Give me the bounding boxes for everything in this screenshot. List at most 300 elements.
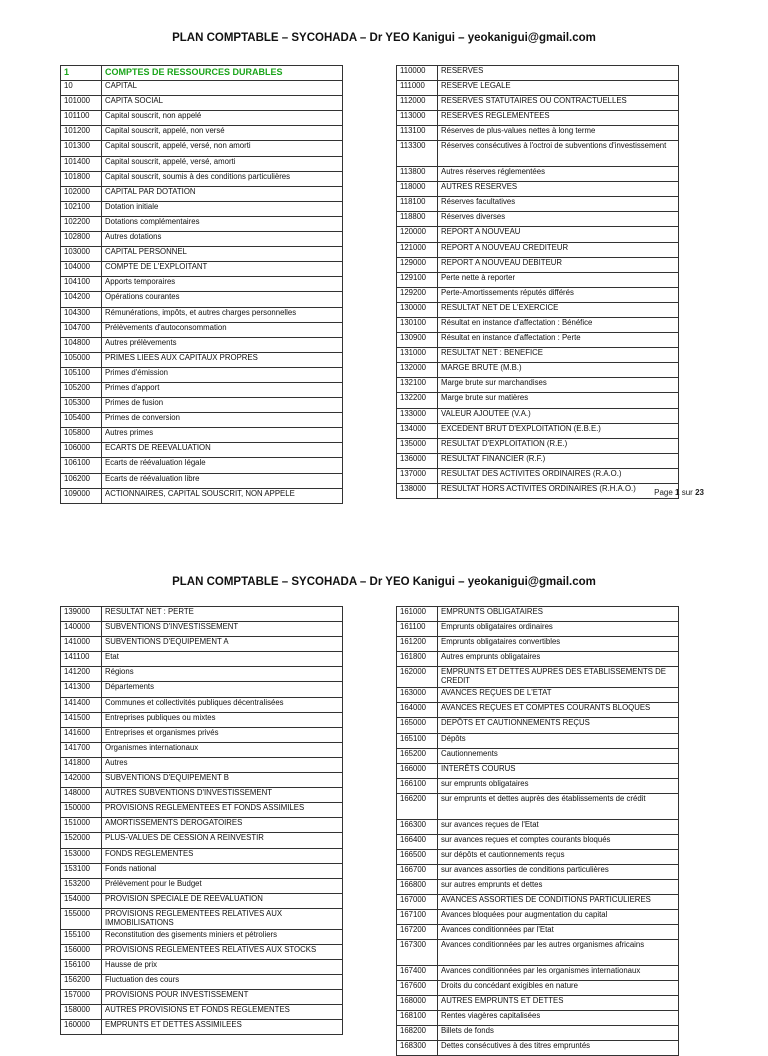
account-code: 154000 xyxy=(61,893,102,908)
account-label: Rentes viagères capitalisées xyxy=(438,1011,679,1026)
account-label: CAPITAL PAR DOTATION xyxy=(102,186,343,201)
account-code: 141200 xyxy=(61,667,102,682)
account-row xyxy=(397,318,679,333)
account-label: VALEUR AJOUTEE (V.A.) xyxy=(438,408,679,423)
account-code: 104300 xyxy=(61,307,102,322)
account-label: EMPRUNTS ET DETTES ASSIMILEES xyxy=(102,1020,343,1035)
account-label: sur avances reçues de l'Etat xyxy=(438,819,679,834)
account-code: 105000 xyxy=(61,352,102,367)
account-code: 168200 xyxy=(397,1026,438,1041)
account-label: Autres xyxy=(102,757,343,772)
account-row xyxy=(397,378,679,393)
account-code: 132000 xyxy=(397,363,438,378)
account-label: SUBVENTIONS D'EQUIPEMENT A xyxy=(102,637,343,652)
account-row xyxy=(397,607,679,622)
account-code: 156100 xyxy=(61,959,102,974)
account-code: 166100 xyxy=(397,778,438,793)
account-row xyxy=(61,352,343,367)
account-label: FONDS REGLEMENTES xyxy=(102,848,343,863)
account-code: 152000 xyxy=(61,833,102,848)
account-row xyxy=(397,66,679,81)
account-label: AVANCES ASSORTIES DE CONDITIONS PARTICULIERES xyxy=(438,895,679,910)
account-row xyxy=(397,468,679,483)
account-code: 166000 xyxy=(397,763,438,778)
account-code: 165000 xyxy=(397,718,438,733)
account-code: 162000 xyxy=(397,667,438,688)
account-code: 105800 xyxy=(61,428,102,443)
account-code: 113800 xyxy=(397,167,438,182)
account-code: 106200 xyxy=(61,473,102,488)
account-label: AUTRES PROVISIONS ET FONDS REGLEMENTES xyxy=(102,1005,343,1020)
account-code: 161800 xyxy=(397,652,438,667)
account-label: EXCEDENT BRUT D'EXPLOITATION (E.B.E.) xyxy=(438,423,679,438)
account-label: SUBVENTIONS D'EQUIPEMENT B xyxy=(102,773,343,788)
account-code: 153200 xyxy=(61,878,102,893)
account-label: RESULTAT DES ACTIVITES ORDINAIRES (R.A.O.) xyxy=(438,468,679,483)
account-row xyxy=(397,453,679,468)
account-row xyxy=(61,697,343,712)
account-label: Avances bloquées pour augmentation du capital xyxy=(438,910,679,925)
account-row xyxy=(397,910,679,925)
account-row xyxy=(61,398,343,413)
account-row xyxy=(61,652,343,667)
account-row xyxy=(397,182,679,197)
account-code: 112000 xyxy=(397,96,438,111)
account-row xyxy=(61,975,343,990)
account-row xyxy=(397,1026,679,1041)
account-label: Ecarts de réévaluation libre xyxy=(102,473,343,488)
account-label: Réserves consécutives à l'octroi de subventions d'investissement xyxy=(438,141,679,167)
account-row xyxy=(397,940,679,966)
account-row xyxy=(61,788,343,803)
account-row xyxy=(397,167,679,182)
account-row xyxy=(397,637,679,652)
account-row xyxy=(397,895,679,910)
account-row xyxy=(61,863,343,878)
account-label: ECARTS DE REEVALUATION xyxy=(102,443,343,458)
account-label: Entreprises et organismes privés xyxy=(102,727,343,742)
account-label: RESERVES xyxy=(438,66,679,81)
account-code: 137000 xyxy=(397,468,438,483)
account-code: 142000 xyxy=(61,773,102,788)
account-code: 161000 xyxy=(397,607,438,622)
account-label: RESULTAT D'EXPLOITATION (R.E.) xyxy=(438,438,679,453)
account-code: 130100 xyxy=(397,318,438,333)
account-row xyxy=(61,201,343,216)
account-label: Avances conditionnées par les organismes internationaux xyxy=(438,965,679,980)
account-label: Avances conditionnées par les autres organismes africains xyxy=(438,940,679,966)
account-code: 113000 xyxy=(397,111,438,126)
account-row xyxy=(397,484,679,499)
account-label: Autres réserves réglementées xyxy=(438,167,679,182)
account-label: Primes d'émission xyxy=(102,367,343,382)
account-row xyxy=(397,111,679,126)
account-row xyxy=(397,819,679,834)
page-2 xyxy=(0,540,768,1052)
account-code: 120000 xyxy=(397,227,438,242)
account-code: 139000 xyxy=(61,607,102,622)
account-row xyxy=(61,216,343,231)
account-code: 167200 xyxy=(397,925,438,940)
account-code: 155000 xyxy=(61,908,102,929)
account-label: Prélèvements d'autoconsommation xyxy=(102,322,343,337)
account-row xyxy=(61,637,343,652)
account-label: Capital souscrit, appelé, versé, amorti xyxy=(102,156,343,171)
account-row xyxy=(61,682,343,697)
account-label: Emprunts obligataires ordinaires xyxy=(438,622,679,637)
account-label: REPORT A NOUVEAU CREDITEUR xyxy=(438,242,679,257)
account-row xyxy=(61,126,343,141)
account-row xyxy=(61,428,343,443)
account-code: 104100 xyxy=(61,277,102,292)
account-code: 105200 xyxy=(61,382,102,397)
account-label: Droits du concédant exigibles en nature xyxy=(438,980,679,995)
account-label: PROVISIONS REGLEMENTEES RELATIVES AUX STOCKS xyxy=(102,944,343,959)
account-row xyxy=(397,257,679,272)
account-row xyxy=(61,929,343,944)
account-label: AUTRES SUBVENTIONS D'INVESTISSEMENT xyxy=(102,788,343,803)
account-code: 113100 xyxy=(397,126,438,141)
account-row xyxy=(61,81,343,96)
account-code: 141600 xyxy=(61,727,102,742)
account-code: 158000 xyxy=(61,1005,102,1020)
account-row xyxy=(397,212,679,227)
accounts-table-right xyxy=(396,65,679,499)
account-label: Communes et collectivités publiques décentralisées xyxy=(102,697,343,712)
account-label: Emprunts obligataires convertibles xyxy=(438,637,679,652)
account-label: Reconstitution des gisements miniers et pétroliers xyxy=(102,929,343,944)
account-row xyxy=(397,778,679,793)
account-row xyxy=(61,1020,343,1035)
account-label: INTERÊTS COURUS xyxy=(438,763,679,778)
account-row xyxy=(397,996,679,1011)
class-label: COMPTES DE RESSOURCES DURABLES xyxy=(102,66,343,81)
account-label: CAPITA SOCIAL xyxy=(102,96,343,111)
account-row xyxy=(61,171,343,186)
account-label: EMPRUNTS OBLIGATAIRES xyxy=(438,607,679,622)
account-row xyxy=(61,277,343,292)
account-code: 104000 xyxy=(61,262,102,277)
account-label: sur avances assorties de conditions particulières xyxy=(438,864,679,879)
account-row xyxy=(397,793,679,819)
account-code: 153100 xyxy=(61,863,102,878)
account-row xyxy=(397,227,679,242)
account-row xyxy=(397,1011,679,1026)
account-label: RESULTAT NET : BENEFICE xyxy=(438,348,679,363)
account-code: 168300 xyxy=(397,1041,438,1056)
account-label: Perte-Amortissements réputés différés xyxy=(438,287,679,302)
account-row xyxy=(397,126,679,141)
account-code: 167000 xyxy=(397,895,438,910)
account-row xyxy=(397,864,679,879)
account-code: 104800 xyxy=(61,337,102,352)
account-code: 166800 xyxy=(397,879,438,894)
account-label: Organismes internationaux xyxy=(102,742,343,757)
account-row xyxy=(397,652,679,667)
account-row xyxy=(397,363,679,378)
account-label: Capital souscrit, non appelé xyxy=(102,111,343,126)
account-code: 105100 xyxy=(61,367,102,382)
account-code: 136000 xyxy=(397,453,438,468)
account-label: Réserves diverses xyxy=(438,212,679,227)
account-row xyxy=(61,848,343,863)
account-code: 138000 xyxy=(397,484,438,499)
account-row xyxy=(397,849,679,864)
account-label: Dotation initiale xyxy=(102,201,343,216)
account-row xyxy=(61,773,343,788)
account-label: Autres emprunts obligataires xyxy=(438,652,679,667)
account-row xyxy=(61,413,343,428)
account-code: 160000 xyxy=(61,1020,102,1035)
account-row xyxy=(397,333,679,348)
account-code: 156200 xyxy=(61,975,102,990)
account-label: Résultat en instance d'affectation : Perte xyxy=(438,333,679,348)
account-row xyxy=(397,980,679,995)
account-code: 132100 xyxy=(397,378,438,393)
account-label: Dépôts xyxy=(438,733,679,748)
account-code: 141700 xyxy=(61,742,102,757)
account-label: Autres prélèvements xyxy=(102,337,343,352)
account-row xyxy=(397,272,679,287)
account-label: Cautionnements xyxy=(438,748,679,763)
account-row xyxy=(61,443,343,458)
account-code: 101200 xyxy=(61,126,102,141)
account-row xyxy=(61,458,343,473)
account-row xyxy=(61,186,343,201)
account-code: 135000 xyxy=(397,438,438,453)
account-label: Apports temporaires xyxy=(102,277,343,292)
account-label: Capital souscrit, appelé, versé, non amorti xyxy=(102,141,343,156)
page-indicator-sep: sur xyxy=(681,488,693,497)
account-label: MARGE BRUTE (M.B.) xyxy=(438,363,679,378)
account-row xyxy=(397,197,679,212)
account-row xyxy=(397,81,679,96)
account-code: 166500 xyxy=(397,849,438,864)
account-code: 166300 xyxy=(397,819,438,834)
account-label: AVANCES REÇUES DE L'ETAT xyxy=(438,688,679,703)
account-code: 141100 xyxy=(61,652,102,667)
account-label: Départements xyxy=(102,682,343,697)
accounts-table-right xyxy=(396,606,679,1056)
account-label: Dotations complémentaires xyxy=(102,216,343,231)
account-code: 129100 xyxy=(397,272,438,287)
account-label: Billets de fonds xyxy=(438,1026,679,1041)
account-row xyxy=(397,408,679,423)
account-row xyxy=(397,763,679,778)
account-row xyxy=(397,703,679,718)
account-code: 134000 xyxy=(397,423,438,438)
account-code: 102200 xyxy=(61,216,102,231)
account-code: 166200 xyxy=(397,793,438,819)
account-label: Régions xyxy=(102,667,343,682)
account-code: 104200 xyxy=(61,292,102,307)
account-row xyxy=(61,622,343,637)
account-label: CAPITAL xyxy=(102,81,343,96)
account-label: ACTIONNAIRES, CAPITAL SOUSCRIT, NON APPELE xyxy=(102,488,343,503)
account-row xyxy=(61,292,343,307)
account-label: Hausse de prix xyxy=(102,959,343,974)
account-label: RESULTAT HORS ACTIVITES ORDINAIRES (R.H.A.O.) xyxy=(438,484,679,499)
account-row xyxy=(61,156,343,171)
account-row xyxy=(397,348,679,363)
account-row xyxy=(397,965,679,980)
account-row xyxy=(61,111,343,126)
account-code: 102000 xyxy=(61,186,102,201)
account-code: 151000 xyxy=(61,818,102,833)
account-code: 10 xyxy=(61,81,102,96)
account-label: PLUS-VALUES DE CESSION A REINVESTIR xyxy=(102,833,343,848)
account-code: 129200 xyxy=(397,287,438,302)
account-row xyxy=(397,96,679,111)
account-code: 101100 xyxy=(61,111,102,126)
account-label: Primes de conversion xyxy=(102,413,343,428)
account-label: AUTRES RESERVES xyxy=(438,182,679,197)
account-label: PROVISIONS REGLEMENTEES ET FONDS ASSIMILES xyxy=(102,803,343,818)
account-code: 110000 xyxy=(397,66,438,81)
account-row xyxy=(397,879,679,894)
account-label: Marge brute sur marchandises xyxy=(438,378,679,393)
account-code: 166700 xyxy=(397,864,438,879)
account-code: 105400 xyxy=(61,413,102,428)
account-label: Ecarts de réévaluation légale xyxy=(102,458,343,473)
account-code: 130000 xyxy=(397,302,438,317)
account-row xyxy=(397,834,679,849)
account-row xyxy=(61,1005,343,1020)
account-label: RESERVES STATUTAIRES OU CONTRACTUELLES xyxy=(438,96,679,111)
page-indicator-prefix: Page xyxy=(654,488,673,497)
account-row xyxy=(397,925,679,940)
account-code: 129000 xyxy=(397,257,438,272)
account-label: Dettes consécutives à des titres empruntés xyxy=(438,1041,679,1056)
account-row xyxy=(397,438,679,453)
account-row xyxy=(61,878,343,893)
account-label: RESULTAT NET : PERTE xyxy=(102,607,343,622)
account-code: 168100 xyxy=(397,1011,438,1026)
account-code: 109000 xyxy=(61,488,102,503)
account-label: RESULTAT NET DE L'EXERCICE xyxy=(438,302,679,317)
account-row xyxy=(61,382,343,397)
account-row xyxy=(61,893,343,908)
account-row xyxy=(61,488,343,503)
account-row xyxy=(61,247,343,262)
account-code: 161200 xyxy=(397,637,438,652)
account-label: SUBVENTIONS D'INVESTISSEMENT xyxy=(102,622,343,637)
account-code: 111000 xyxy=(397,81,438,96)
page-title: PLAN COMPTABLE – SYCOHADA – Dr YEO Kanigui – yeokanigui@gmail.com xyxy=(172,576,596,588)
account-row xyxy=(61,944,343,959)
account-label: Résultat en instance d'affectation : Bénéfice xyxy=(438,318,679,333)
account-row xyxy=(61,96,343,111)
account-row xyxy=(61,833,343,848)
account-label: PROVISIONS POUR INVESTISSEMENT xyxy=(102,990,343,1005)
account-code: 140000 xyxy=(61,622,102,637)
account-label: Prélèvement pour le Budget xyxy=(102,878,343,893)
account-label: Marge brute sur matières xyxy=(438,393,679,408)
account-code: 130900 xyxy=(397,333,438,348)
account-row xyxy=(397,688,679,703)
account-code: 141400 xyxy=(61,697,102,712)
account-code: 155100 xyxy=(61,929,102,944)
account-label: Autres primes xyxy=(102,428,343,443)
account-code: 150000 xyxy=(61,803,102,818)
account-label: Rémunérations, impôts, et autres charges personnelles xyxy=(102,307,343,322)
account-label: COMPTE DE L'EXPLOITANT xyxy=(102,262,343,277)
account-code: 165200 xyxy=(397,748,438,763)
account-label: Capital souscrit, soumis à des conditions particulières xyxy=(102,171,343,186)
account-row xyxy=(397,748,679,763)
account-label: RESERVE LEGALE xyxy=(438,81,679,96)
account-label: Perte nette à reporter xyxy=(438,272,679,287)
account-label: EMPRUNTS ET DETTES AUPRES DES ETABLISSEMENTS DE CREDIT xyxy=(438,667,679,688)
account-row xyxy=(61,607,343,622)
page-total: 23 xyxy=(695,488,704,497)
account-label: PRIMES LIEES AUX CAPITAUX PROPRES xyxy=(102,352,343,367)
account-label: AUTRES EMPRUNTS ET DETTES xyxy=(438,996,679,1011)
account-code: 141000 xyxy=(61,637,102,652)
account-code: 167400 xyxy=(397,965,438,980)
account-label: RESULTAT FINANCIER (R.F.) xyxy=(438,453,679,468)
account-row xyxy=(397,141,679,167)
account-code: 118000 xyxy=(397,182,438,197)
account-code: 157000 xyxy=(61,990,102,1005)
account-code: 153000 xyxy=(61,848,102,863)
account-label: Etat xyxy=(102,652,343,667)
account-row xyxy=(397,423,679,438)
account-label: Réserves facultatives xyxy=(438,197,679,212)
class-code: 1 xyxy=(61,66,102,81)
account-row xyxy=(397,287,679,302)
account-row xyxy=(61,742,343,757)
account-label: Primes d'apport xyxy=(102,382,343,397)
account-row xyxy=(61,757,343,772)
account-label: REPORT A NOUVEAU xyxy=(438,227,679,242)
account-row xyxy=(61,803,343,818)
account-code: 133000 xyxy=(397,408,438,423)
account-label: Opérations courantes xyxy=(102,292,343,307)
account-label: Avances conditionnées par l'Etat xyxy=(438,925,679,940)
account-label: sur autres emprunts et dettes xyxy=(438,879,679,894)
account-row xyxy=(397,393,679,408)
account-row xyxy=(397,718,679,733)
account-label: sur emprunts et dettes auprès des établissements de crédit xyxy=(438,793,679,819)
account-code: 101300 xyxy=(61,141,102,156)
account-label: CAPITAL PERSONNEL xyxy=(102,247,343,262)
account-row xyxy=(397,302,679,317)
account-code: 141500 xyxy=(61,712,102,727)
account-code: 101000 xyxy=(61,96,102,111)
table-heading-row xyxy=(61,66,343,81)
account-label: sur emprunts obligataires xyxy=(438,778,679,793)
account-row xyxy=(61,727,343,742)
page-indicator xyxy=(654,488,704,497)
page-title: PLAN COMPTABLE – SYCOHADA – Dr YEO Kanigui – yeokanigui@gmail.com xyxy=(172,32,596,44)
account-code: 131000 xyxy=(397,348,438,363)
account-label: RESERVES REGLEMENTEES xyxy=(438,111,679,126)
account-label: DEPÔTS ET CAUTIONNEMENTS REÇUS xyxy=(438,718,679,733)
accounts-table-left xyxy=(60,65,343,504)
account-code: 168000 xyxy=(397,996,438,1011)
account-row xyxy=(61,990,343,1005)
account-code: 161100 xyxy=(397,622,438,637)
account-label: Fluctuation des cours xyxy=(102,975,343,990)
account-row xyxy=(61,307,343,322)
account-row xyxy=(61,667,343,682)
account-label: PROVISION SPECIALE DE REEVALUATION xyxy=(102,893,343,908)
account-label: sur dépôts et cautionnements reçus xyxy=(438,849,679,864)
account-code: 106100 xyxy=(61,458,102,473)
account-row xyxy=(61,262,343,277)
account-row xyxy=(61,232,343,247)
